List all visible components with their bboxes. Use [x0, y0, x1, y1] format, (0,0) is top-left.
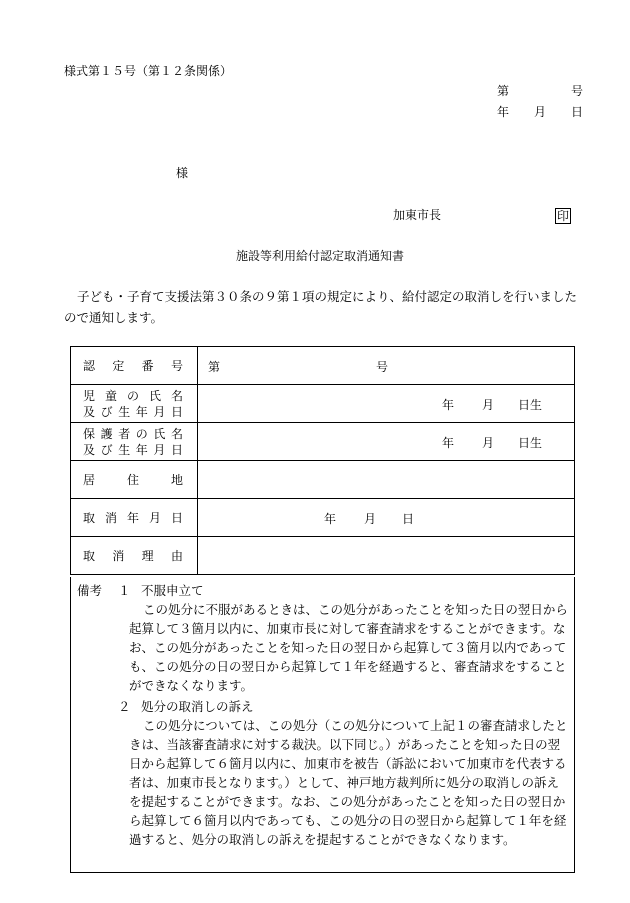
cert-number-suffix: 号 — [376, 360, 389, 374]
guardian-birth-day: 日生 — [518, 436, 543, 450]
remarks-item2-title: 処分の取消しの訴え — [141, 699, 254, 714]
value-address[interactable] — [198, 461, 575, 499]
label-guardian — [71, 423, 198, 461]
label-address — [71, 461, 198, 499]
label-char: 月 — [148, 510, 161, 525]
label-char: 童 — [104, 388, 117, 403]
remarks-box — [70, 577, 575, 873]
remarks-item1-line: 起算して３箇月以内に、加東市長に対して審査請求をすることができます。な — [129, 621, 566, 636]
label-cert-number — [71, 347, 198, 385]
cancel-date-year: 年 — [324, 512, 337, 526]
guardian-birth-year: 年 — [442, 436, 455, 450]
label-char: 由 — [170, 548, 183, 563]
label-char: 消 — [104, 510, 117, 525]
label-char: 護 — [100, 426, 113, 441]
table-row-address — [71, 461, 575, 499]
table-row-cancel-reason — [71, 537, 575, 575]
label-char: 者 — [118, 426, 131, 441]
label-char: の — [126, 388, 139, 403]
child-birth-day: 日生 — [518, 398, 543, 412]
remarks-item2-line: 日から起算して６箇月以内に、加東市を被告（訴訟において加東市を代表する — [129, 756, 567, 771]
remarks-item2-number: ２ — [118, 699, 131, 714]
cert-number-prefix: 第 — [208, 360, 221, 374]
notice-table — [70, 346, 575, 575]
label-char: 認 — [83, 358, 96, 373]
remarks-item1-line: ができなくなります。 — [129, 678, 254, 693]
label-char: 番 — [141, 358, 154, 373]
label-char: の — [135, 426, 148, 441]
label-char: び — [100, 442, 113, 457]
remarks-item1-line: お、この処分があったことを知った日の翌日から起算して３箇月以内であって — [129, 640, 567, 655]
addressee-suffix: 様 — [176, 166, 189, 180]
label-char: 日 — [170, 404, 183, 419]
label-char: 名 — [170, 426, 183, 441]
label-cancel-reason — [71, 537, 198, 575]
value-cert-number[interactable] — [198, 347, 575, 385]
remarks-item2-line: 者は、加東市長となります。）として、神戸地方裁判所に処分の取消しの訴え — [129, 775, 560, 790]
body-line-2: ので通知します。 — [64, 310, 164, 325]
remarks-item2-line: 過すると、処分の取消しの訴えを提起することができなくなります。 — [129, 832, 516, 847]
guardian-birth-month: 月 — [482, 436, 495, 450]
cancel-date-month: 月 — [364, 512, 377, 526]
label-char: 生 — [118, 404, 131, 419]
value-guardian[interactable] — [198, 423, 575, 461]
label-char: 取 — [83, 510, 96, 525]
label-char: 年 — [135, 404, 148, 419]
label-char: 及 — [83, 442, 96, 457]
label-char: 住 — [126, 472, 139, 487]
form-number: 様式第１５号（第１２条関係） — [64, 64, 233, 78]
remarks-item2-line: ら起算して６箇月以内であっても、この処分の日の翌日から起算して１年を経 — [129, 813, 567, 828]
remarks-item2-line: きは、当該審査請求に対する裁決。以下同じ。）があったことを知った日の翌 — [129, 737, 561, 752]
label-char: 年 — [135, 442, 148, 457]
cancel-date-day: 日 — [402, 512, 415, 526]
label-char: 保 — [83, 426, 96, 441]
seal-mark — [555, 205, 571, 224]
remarks-item2-line: を提起することができます。なお、この処分があったことを知った日の翌日か — [129, 794, 566, 809]
label-char: 氏 — [153, 426, 166, 441]
label-char: 消 — [112, 548, 125, 563]
child-birth-year: 年 — [442, 398, 455, 412]
label-char: 定 — [112, 358, 125, 373]
label-char: び — [100, 404, 113, 419]
body-line-1: 子ども・子育て支援法第３０条の９第１項の規定により、給付認定の取消しを行いました — [77, 289, 578, 304]
value-cancel-reason[interactable] — [198, 537, 575, 575]
remarks-item2-line: この処分については、この処分（この処分について上記１の審査請求したと — [143, 718, 568, 733]
remarks-item1-title: 不服申立て — [141, 583, 204, 598]
label-char: 地 — [170, 472, 183, 487]
label-char: 生 — [118, 442, 131, 457]
document-title: 施設等利用給付認定取消通知書 — [236, 249, 405, 263]
issue-date-year: 年 — [497, 105, 510, 119]
issue-date-month: 月 — [534, 105, 547, 119]
label-child — [71, 385, 198, 423]
label-char: 居 — [83, 472, 96, 487]
doc-number-prefix: 第 — [497, 84, 510, 98]
label-char: 月 — [153, 442, 166, 457]
table-row-cancel-date — [71, 499, 575, 537]
label-char: 及 — [83, 404, 96, 419]
label-char: 児 — [83, 388, 96, 403]
table-row-child — [71, 385, 575, 423]
label-char: 月 — [153, 404, 166, 419]
label-char: 年 — [126, 510, 139, 525]
label-char: 名 — [170, 388, 183, 403]
seal-text: 印 — [557, 209, 570, 223]
label-char: 日 — [170, 510, 183, 525]
label-char: 取 — [83, 548, 96, 563]
table-row-cert-number — [71, 347, 575, 385]
remarks-label: 備考 — [77, 583, 103, 598]
value-cancel-date[interactable] — [198, 499, 575, 537]
remarks-item1-line: も、この処分の日の翌日から起算して１年を経過すると、審査請求をすること — [129, 659, 567, 674]
remarks-item1-line: この処分に不服があるときは、この処分があったことを知った日の翌日から — [143, 602, 568, 617]
label-char: 号 — [170, 358, 183, 373]
value-child[interactable] — [198, 385, 575, 423]
label-char: 理 — [141, 548, 154, 563]
child-birth-month: 月 — [482, 398, 495, 412]
remarks-item1-number: １ — [118, 583, 131, 598]
label-cancel-date — [71, 499, 198, 537]
label-char: 日 — [170, 442, 183, 457]
issue-date-day: 日 — [571, 105, 584, 119]
table-row-guardian — [71, 423, 575, 461]
label-char: 氏 — [148, 388, 161, 403]
doc-number-suffix: 号 — [571, 84, 584, 98]
sender-name: 加東市長 — [393, 208, 442, 222]
